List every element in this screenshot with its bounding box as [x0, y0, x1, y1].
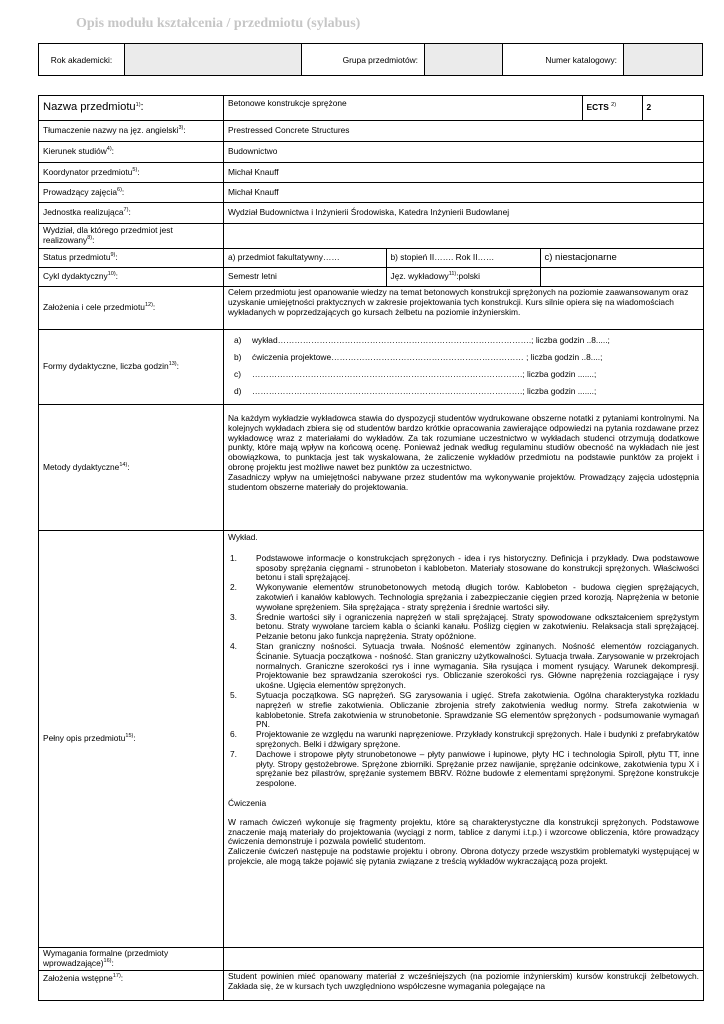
prerequisites-value: Student powinien mieć opanowany materiał z wcześniejszych (na poziomie inżynierskim) kursów konstrukcji żelbetowych. Zakłada się, że w kursach tych uwzględniono współczesne wymagania polegające na: [224, 971, 704, 1001]
methods-row: Metody dydaktyczne$^{14)}$: Na każdym wykładzie wykładowca stawia do dyspozycji studentów wydrukowane obszerne notatki z pytaniami kontrolnymi. Na kolejnych wykładach zbiera się od studentów bardzo krótkie opracowania zawierające odpowiedzi na pytania rozdawane przez wykładowcę wraz z materiałami do wykładów. Za tak rozumiane uczestnictwo w wykładach studenci otrzymują dodatkowe punkty, które mają wpływ na końcową ocenę. Ponieważ jednak według regulaminu studiów obecność na wykładach nie jest obowiązkowa, to punktacja jest tak wyskalowana, że zaliczenie wykładów przedmiotu na podstawie punktów za projekt i obronę projektu jest możliwe nawet bez punktów za uczestnictwo. Zasadniczy wpływ na umiejętności nabywane przez studentów ma wykonywanie projektów. Prowadzący zajęcia udostępnia studentom obszerne materiały do projektowania.: [39, 405, 704, 531]
syllabus-table: [38, 95, 704, 1001]
lecturer-value: Michał Knauff: [224, 183, 704, 203]
status-a: a) przedmiot fakultatywny……: [228, 252, 340, 263]
goals-value: Celem przedmiotu jest opanowanie wiedzy na temat betonowych konstrukcji sprężonych na poziomie zaawansowanym oraz uzyskanie umiejętności praktycznych w zakresie projektowania tych konstrukcji. Kurs silnie opiera się na wiadomościach wykładanych w poprzedzających go kursach żelbetu na poziomie inżynierskim.: [224, 287, 704, 330]
page-title: Opis modułu kształcenia / przedmiotu (sylabus): [76, 16, 361, 31]
list-item: 2. Wykonywanie elementów strunobetonowych metodą długich torów. Kablobeton - budowa cięgien sprężających, zakotwień i kanałów kablowych. Technologia sprężania i zabezpieczanie cięgien przed korozją. Naprężenia w betonie wywołane sprężeniem. Siła sprężająca - straty sprężenia i średnie wartości siły.: [230, 582, 699, 612]
forms-row: Formy dydaktyczne, liczba godzin$^{13)}$: a) wykład……………………………………………………………………………….; liczba godzin ..8.....; b) ćwiczenia projektowe…………………………………………………………… ; liczba godzin ..8....; c) …………………………………………………………………………………….; liczba godzin .......; d) …………………………………………………………………………………….; liczba godzin .......;: [39, 330, 704, 405]
prerequisites-row: Założenia wstępne$^{17)}$: Student powinien mieć opanowany materiał z wcześniejszych (na poziomie inżynierskim) kursów konstrukcji żelbetowych. Zakłada się, że w kursach tych uwzględniono współczesne wymagania polegające na: [39, 971, 704, 1001]
list-item: 1. Podstawowe informacje o konstrukcjach sprężonych - idea i rys historyczny. Definicja i przykłady. Dwa podstawowe sposoby sprężania cięgnami - strunobeton i kablobeton. Materiały stosowane do konstrukcji sprężonych. Właściwości betonu i stali sprężającej.: [230, 552, 699, 583]
course-name-label: Nazwa przedmiotu: [43, 101, 136, 114]
form-item: a) wykład……………………………………………………………………………….; liczba godzin ..8.....;: [234, 334, 610, 345]
list-item: 3. Średnie wartości siły i ograniczenia naprężeń w stali sprężającej. Straty spowodowane odkształceniem sprężystym betonu. Straty wywołane tarciem kabla o ścianki kanału. Poślizg cięgien w zakotwieniu. Relaksacja stali sprężającej. Pełzanie betonu jako funkcja naprężenia. Straty opóźnione.: [230, 611, 699, 642]
lecture-heading: Wykład.: [228, 532, 258, 542]
ects-value: 2: [642, 96, 703, 120]
status-c: c) niestacjonarne: [540, 249, 703, 267]
course-name-value: Betonowe konstrukcje sprężone: [228, 98, 347, 108]
exercise-heading: Ćwiczenia: [228, 797, 267, 808]
subject-group-field[interactable]: [425, 44, 503, 75]
coordinator-value: Michał Knauff: [224, 163, 704, 183]
header-row: [38, 43, 703, 76]
status-row: Status przedmiotu$^{9)}$: a) przedmiot fakultatywny…… b) stopień II……. Rok II…… c) niestacjonarne: [39, 249, 704, 268]
formal-requirements-value: [224, 948, 704, 971]
field-of-study-row: Kierunek studiów$^{4)}$: Budownictwo: [39, 142, 704, 163]
academic-year-field[interactable]: [125, 44, 302, 75]
list-item: 4. Stan graniczny nośności. Sytuacja trwała. Nośność elementów zginanych. Nośność elementów rozciąganych. Ścinanie. Sytuacja początkowa - nośność. Stan graniczny użytkowalności. Sytuacja trwała. Zarysowanie w przekrojach normalnych. Graniczne szerokości rys i inne wymagania. Siła rysująca i moment rysujący. Warunek dekompresji. Projektowanie bez sprawdzania szerokości rys. Obliczanie szerokości rys. Główne naprężenia rozciągające i rysy ukośne. Ugięcia elementów sprężonych.: [230, 640, 699, 691]
form-item: b) ćwiczenia projektowe…………………………………………………………… ; liczba godzin ..8....;: [234, 351, 603, 362]
goals-row: Założenia i cele przedmiotu$^{12)}$: Celem przedmiotu jest opanowanie wiedzy na temat betonowych konstrukcji sprężonych na poziomie zaawansowanym oraz uzyskanie umiejętności praktycznych w zakresie projektowania tych konstrukcji. Kurs silnie opiera się na wiadomościach wykładanych w poprzedzających go kursach żelbetu na poziomie inżynierskim.: [39, 287, 704, 330]
language-value: Jęz. wykładowy$^{11)}$:polski: [386, 268, 540, 286]
coordinator-row: Koordynator przedmiotu$^{5)}$: Michał Knauff: [39, 163, 704, 183]
unit-value: Wydział Budownictwa i Inżynierii Środowiska, Katedra Inżynierii Budowlanej: [224, 203, 704, 224]
catalog-number-field[interactable]: [624, 44, 702, 75]
list-item: 6. Projektowanie ze względu na warunki napręzeniowe. Przykłady konstrukcji sprężonych. Hale i budynki z prefabrykatów sprężonych. Belki i dźwigary sprężone.: [230, 729, 699, 749]
status-b: b) stopień II……. Rok II……: [386, 249, 540, 267]
full-description-row: Pełny opis przedmiotu$^{15)}$: Wykład. 1. Podstawowe informacje o konstrukcjach sprężonych - idea i rys historyczny. Definicja i przykłady. Dwa podstawowe sposoby sprężania cięgnami - strunobeton i kablobeton. Materiały stosowane do konstrukcji sprężonych. Właściwości betonu i stali sprężającej. 2. Wykonywanie elementów strunobetonowych metodą długich torów. Kablobeton - budowa cięgien sprężających, zakotwień i kanałów kablowych. Technologia sprężania i zabezpieczanie cięgien przed korozją. Naprężenia w betonie wywołane sprężeniem. Siła sprężająca - straty sprężenia i średnie wartości siły. 3. Średnie wartości siły i ograniczenia naprężeń w stali sprężającej. Straty spowodowane odkształceniem sprężystym betonu. Straty wywołane tarciem kabla o ścianki kanału. Poślizg cięgien w zakotwieniu. Relaksacja stali sprężającej. Pełzanie betonu jako funkcja naprężenia. Straty opóźnione. 4. Stan graniczny nośności. Sytuacja trwała. Nośność elementów zginanych. Nośność elementów rozciąganych. Ścinanie. Sytuacja początkowa - nośność. Stan graniczny użytkowalności. Sytuacja trwała. Zarysowanie w przekrojach normalnych. Graniczne szerokości rys i inne wymagania. Siła rysująca i moment rysujący. Warunek dekompresji. Projektowanie bez sprawdzania szerokości rys. Obliczanie szerokości rys. Główne naprężenia rozciągające i rysy ukośne. Ugięcia elementów sprężonych. 5. Sytuacja początkowa. SG naprężeń. SG zarysowania i ugięć. Strefa zakotwienia. Ogólna charakterystyka rozkładu naprężeń w strefie zakotwienia. Obliczanie zbrojenia strefy zakotwienia według normy. Strefa zakotwienia w kablobetonie. Strefa zakotwienia w strunobetonie. Sprawdzanie SG elementów sprężonych - podsumowanie wymagań PN. 6. Projektowanie ze względu na warunki napręzeniowe. Przykłady konstrukcji sprężonych. Hale i budynki z prefabrykatów sprężonych. Belki i dźwigary sprężone. 7. Dachowe i stropowe płyty strunobetonowe – płyty panwiowe i łupinowe, płyty HC i technologia Spiroll, płytu TT, inne płyty. Stropy gęstożebrowe. Sprężone zbiorniki. Sprężanie przez nawijanie, sprężanie odcinkowe, zakotwienia typu X i sprężanie bez pilastrów, sprężanie systemem BBRV. Różne budowle z elementami sprężonymi. Sprężone konstrukcje zespolone. Ćwiczenia W ramach ćwiczeń wykonuje się fragmenty projektu, które są charakterystyczne dla konstrukcji sprężonych. Podstawowe znaczenie mają materiały do projektowania (wyciągi z norm, tablice z danymi i.t.p.) i wzorcowe obliczenia, które prowadzący ćwiczenia demonstruje i pozwala powielić studentom. Zaliczenie ćwiczeń następuje na podstawie projektu i obrony. Obrona dotyczy przede wszystkim problematyki występującej w projekcie, ale mogą także pojawić się pytania związane z treścią wykładów wykraczającą poza projekt.: [39, 531, 704, 948]
list-item: 7. Dachowe i stropowe płyty strunobetonowe – płyty panwiowe i łupinowe, płyty HC i technologia Spiroll, płytu TT, inne płyty. Stropy gęstożebrowe. Sprężone zbiorniki. Sprężanie przez nawijanie, sprężanie odcinkowe, zakotwienia typu X i sprężanie bez pilastrów, sprężanie systemem BBRV. Różne budowle z elementami sprężonymi. Sprężone konstrukcje zespolone.: [230, 748, 699, 789]
subject-group-label: Grupa przedmiotów:: [302, 44, 425, 75]
exercise-paragraph: Zaliczenie ćwiczeń następuje na podstawie projektu i obrony. Obrona dotyczy przede wszystkim problematyki występującej w projekcie, ale mogą także pojawić się pytania związane z treścią wykładów wykraczającą poza projekt.: [228, 846, 699, 866]
methods-value: Na każdym wykładzie wykładowca stawia do dyspozycji studentów wydrukowane obszerne notatki z pytaniami kontrolnymi. Na kolejnych wykładach zbiera się od studentów bardzo krótkie opracowania zawierające odpowiedzi na pytania rozdawane przez wykładowcę wraz z materiałami do wykładów. Za tak rozumiane uczestnictwo w wykładach studenci otrzymują dodatkowe punkty, które mają wpływ na końcową ocenę. Ponieważ jednak według regulaminu studiów obecność na wykładach nie jest obowiązkowa, to punktacja jest tak wyskalowana, że zaliczenie wykładów przedmiotu na podstawie punktów za projekt i obronę projektu jest możliwe nawet bez punktów za uczestnictwo. Zasadniczy wpływ na umiejętności nabywane przez studentów ma wykonywanie projektów. Prowadzący zajęcia udostępnia studentom obszerne materiały do projektowania.: [224, 405, 704, 531]
semester-value: Semestr letni: [228, 271, 277, 282]
english-name-value: Prestressed Concrete Structures: [224, 121, 704, 142]
field-of-study-value: Budownictwo: [224, 142, 704, 163]
formal-requirements-row: Wymagania formalne (przedmioty wprowadzające)$^{16)}$:: [39, 948, 704, 971]
ects-label: ECTS: [586, 102, 609, 113]
catalog-number-label: Numer katalogowy:: [503, 44, 624, 75]
exercise-paragraph: W ramach ćwiczeń wykonuje się fragmenty projektu, które są charakterystyczne dla konstrukcji sprężonych. Podstawowe znaczenie mają materiały do projektowania (wyciągi z norm, tablice z danymi i.t.p.) i wzorcowe obliczenia, które prowadzący ćwiczenia demonstruje i pozwala powielić studentom.: [228, 816, 699, 847]
academic-year-label: Rok akademicki:: [39, 44, 125, 75]
list-item: 5. Sytuacja początkowa. SG naprężeń. SG zarysowania i ugięć. Strefa zakotwienia. Ogólna charakterystyka rozkładu naprężeń w strefie zakotwienia. Obliczanie zbrojenia strefy zakotwienia według normy. Strefa zakotwienia w kablobetonie. Strefa zakotwienia w strunobetonie. Sprawdzanie SG elementów sprężonych - podsumowanie wymagań PN.: [230, 689, 699, 730]
course-name-row: Nazwa przedmiotu$^{1)}$: Betonowe konstrukcje sprężone ECTS $^{2)}$ 2: [39, 96, 704, 121]
faculty-for-value: [224, 224, 704, 249]
lecture-list: [228, 554, 699, 789]
form-item: d) …………………………………………………………………………………….; liczba godzin .......;: [234, 385, 597, 396]
lecturer-row: Prowadzący zajęcia$^{6)}$: Michał Knauff: [39, 183, 704, 203]
faculty-for-row: Wydział, dla którego przedmiot jest realizowany$^{8)}$:: [39, 224, 704, 249]
cycle-row: Cykl dydaktyczny$^{10)}$: Semestr letni Jęz. wykładowy$^{11)}$:polski: [39, 268, 704, 287]
form-item: c) …………………………………………………………………………………….; liczba godzin .......;: [234, 368, 597, 379]
english-name-row: Tłumaczenie nazwy na jęz. angielski$^{3)}$: Prestressed Concrete Structures: [39, 121, 704, 142]
unit-row: Jednostka realizująca$^{7)}$: Wydział Budownictwa i Inżynierii Środowiska, Katedra Inżynierii Budowlanej: [39, 203, 704, 224]
